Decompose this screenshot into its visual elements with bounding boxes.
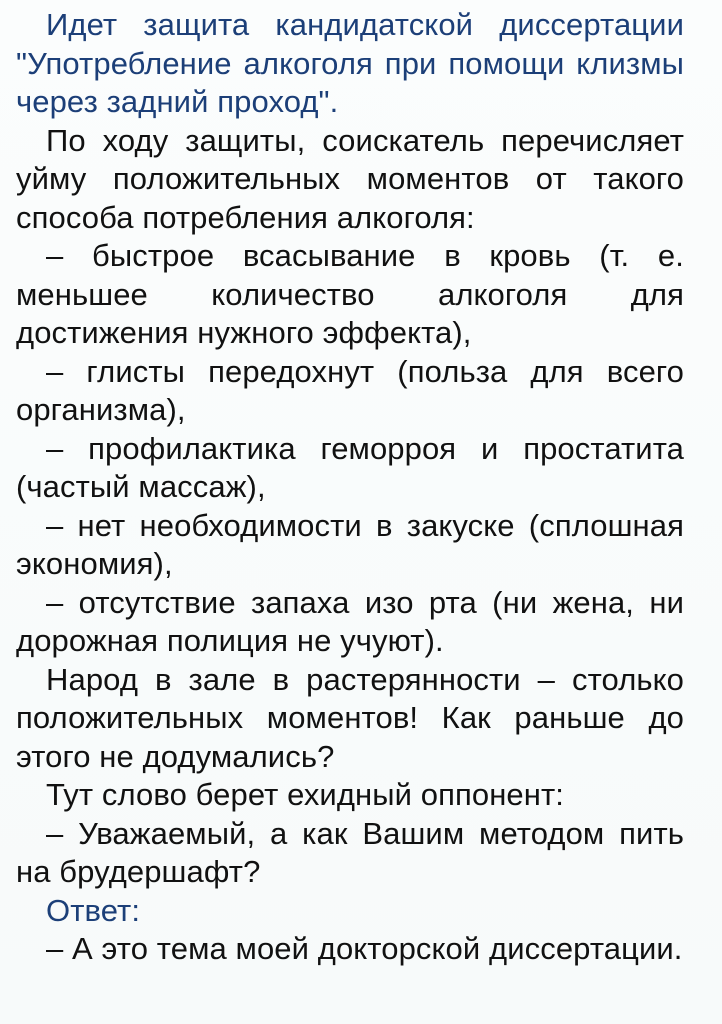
joke-text xyxy=(16,6,684,969)
paragraph-benefits-intro: По ходу защиты, соискатель перечисляет уйму положительных моментов от такого способа потребления алкоголя: xyxy=(16,122,684,235)
answer-label: Ответ: xyxy=(46,892,141,928)
list-item-worms: – глисты передохнут (польза для всего организма), xyxy=(16,353,684,427)
paragraph-audience: Народ в зале в растерянности – столько положительных моментов! Как раньше до этого не додумались? xyxy=(16,661,684,774)
list-item-prophylaxis: – профилактика геморроя и простатита (частый массаж), xyxy=(16,430,684,504)
intro-paragraph: Идет защита кандидатской диссертации "Употребление алкоголя при помощи клизмы через задний проход". xyxy=(16,7,684,119)
paragraph-opponent: Тут слово берет ехидный оппонент: xyxy=(46,777,565,812)
list-item-absorption: – быстрое всасывание в кровь (т. е. меньшее количество алкоголя для достижения нужного эффекта), xyxy=(16,238,684,350)
paragraph-answer: – А это тема моей докторской диссертации. xyxy=(46,931,683,966)
paragraph-question: – Уважаемый, а как Вашим методом пить на брудершафт? xyxy=(16,815,684,889)
list-item-no-odor: – отсутствие запаха изо рта (ни жена, ни дорожная полиция не учуют). xyxy=(16,584,684,658)
list-item-no-snack: – нет необходимости в закуске (сплошная экономия), xyxy=(16,507,684,581)
